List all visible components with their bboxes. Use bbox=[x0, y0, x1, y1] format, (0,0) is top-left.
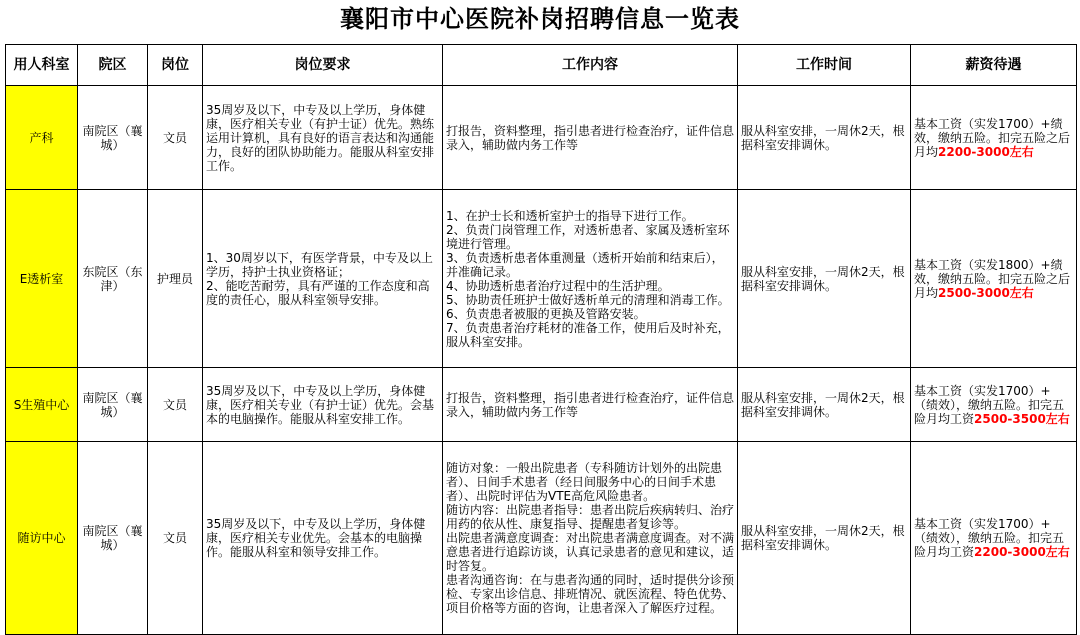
content-line: 7、负责患者治疗耗材的准备工作，使用后及时补充，服从科室安排。 bbox=[446, 320, 730, 349]
requirements-cell: 35周岁及以下，中专及以上学历，身体健康，医疗相关专业优先。会基本的电脑操作。能服从科室和领导安排工作。 bbox=[203, 442, 443, 635]
recruitment-table bbox=[5, 44, 1077, 635]
requirements-cell: 35周岁及以下，中专及以上学历，身体健康，医疗相关专业（有护士证）优先。熟练运用计算机，具有良好的语言表达和沟通能力，良好的团队协助能力。能服从科室安排工作。 bbox=[203, 86, 443, 190]
header-time: 工作时间 bbox=[738, 45, 911, 86]
salary-cell bbox=[911, 368, 1077, 442]
dept-cell: 随访中心 bbox=[6, 442, 78, 635]
time-cell: 服从科室安排，一周休2天，根据科室安排调休。 bbox=[738, 190, 911, 368]
post-cell: 文员 bbox=[148, 442, 203, 635]
header-post: 岗位 bbox=[148, 45, 203, 86]
salary-text: 基本工资（实发1700）+（绩效），缴纳五险。扣完五险月均工资 bbox=[914, 383, 1065, 426]
salary-range: 2500-3000左右 bbox=[938, 285, 1034, 300]
post-cell: 文员 bbox=[148, 368, 203, 442]
content-cell bbox=[443, 86, 738, 190]
content-line: 4、协助透析患者治疗过程中的生活护理。 bbox=[446, 278, 670, 293]
dept-cell: E透析室 bbox=[6, 190, 78, 368]
campus-cell: 东院区（东津） bbox=[78, 190, 148, 368]
time-cell: 服从科室安排，一周休2天，根据科室安排调休。 bbox=[738, 442, 911, 635]
campus-cell: 南院区（襄城） bbox=[78, 442, 148, 635]
campus-cell: 南院区（襄城） bbox=[78, 86, 148, 190]
header-salary: 薪资待遇 bbox=[911, 45, 1077, 86]
header-campus: 院区 bbox=[78, 45, 148, 86]
content-line: 患者沟通咨询：在与患者沟通的同时，适时提供分诊预检、专家出诊信息、排班情况、就医流程、特色优势、项目价格等方面的咨询，让患者深入了解医疗过程。 bbox=[446, 573, 735, 615]
header-requirements: 岗位要求 bbox=[203, 45, 443, 86]
content-line: 随访内容：出院患者指导：患者出院后疾病转归、治疗用药的依从性、康复指导、提醒患者复诊等。 bbox=[446, 503, 735, 531]
content-line: 出院患者满意度调查：对出院患者满意度调查。对不满意患者进行追踪访谈，认真记录患者的意见和建议，适时答复。 bbox=[446, 531, 735, 573]
salary-range: 2200-3000左右 bbox=[974, 545, 1070, 559]
requirements-cell: 35周岁及以下，中专及以上学历，身体健康，医疗相关专业（有护士证）优先。会基本的电脑操作。能服从科室安排工作。 bbox=[203, 368, 443, 442]
content-line: 打报告，资料整理，指引患者进行检查治疗，证件信息录入，辅助做内务工作等 bbox=[446, 123, 735, 152]
content-line: 1、在护士长和透析室护士的指导下进行工作。 bbox=[446, 208, 694, 223]
salary-text: 基本工资（实发1700）+（绩效），缴纳五险。扣完五险月均工资 bbox=[914, 517, 1065, 559]
salary-cell bbox=[911, 190, 1077, 368]
dept-cell: S生殖中心 bbox=[6, 368, 78, 442]
content-line: 随访对象：一般出院患者（专科随访计划外的出院患者）、日间手术患者（经日间服务中心的日间手术患者）、出院时评估为VTE高危风险患者。 bbox=[446, 461, 723, 503]
requirements-cell: 1、30周岁以下，有医学背景，中专及以上学历，持护士执业资格证； 2、能吃苦耐劳，具有严谨的工作态度和高度的责任心，服从科室领导安排。 bbox=[203, 190, 443, 368]
dept-cell: 产科 bbox=[6, 86, 78, 190]
content-line: 2、负责门岗管理工作，对透析患者、家属及透析室环境进行管理。 bbox=[446, 222, 730, 251]
table-row bbox=[6, 86, 1077, 190]
salary-range: 2500-3500左右 bbox=[974, 411, 1070, 426]
content-line: 6、负责患者被服的更换及管路安装。 bbox=[446, 306, 646, 321]
salary-cell bbox=[911, 442, 1077, 635]
table-row bbox=[6, 368, 1077, 442]
header-content: 工作内容 bbox=[443, 45, 738, 86]
post-cell: 护理员 bbox=[148, 190, 203, 368]
table-row bbox=[6, 190, 1077, 368]
salary-text: 基本工资（实发1700）+绩效，缴纳五险。扣完五险之后月均 bbox=[914, 116, 1071, 159]
page-title: 襄阳市中心医院补岗招聘信息一览表 bbox=[340, 4, 740, 33]
time-cell: 服从科室安排，一周休2天，根据科室安排调休。 bbox=[738, 368, 911, 442]
time-cell: 服从科室安排，一周休2天，根据科室安排调休。 bbox=[738, 86, 911, 190]
post-cell: 文员 bbox=[148, 86, 203, 190]
content-line: 3、负责透析患者体重测量（透析开始前和结束后），并准确记录。 bbox=[446, 250, 724, 279]
table-row bbox=[6, 442, 1077, 635]
header-row bbox=[6, 45, 1077, 86]
header-dept: 用人科室 bbox=[6, 45, 78, 86]
content-cell bbox=[443, 368, 738, 442]
content-cell bbox=[443, 190, 738, 368]
salary-range: 2200-3000左右 bbox=[938, 144, 1034, 159]
salary-cell bbox=[911, 86, 1077, 190]
campus-cell: 南院区（襄城） bbox=[78, 368, 148, 442]
content-cell bbox=[443, 442, 738, 635]
content-line: 打报告，资料整理，指引患者进行检查治疗，证件信息录入，辅助做内务工作等 bbox=[446, 390, 735, 419]
content-line: 5、协助责任班护士做好透析单元的清理和消毒工作。 bbox=[446, 292, 730, 307]
salary-text: 基本工资（实发1800）+绩效，缴纳五险。扣完五险之后月均 bbox=[914, 257, 1071, 300]
